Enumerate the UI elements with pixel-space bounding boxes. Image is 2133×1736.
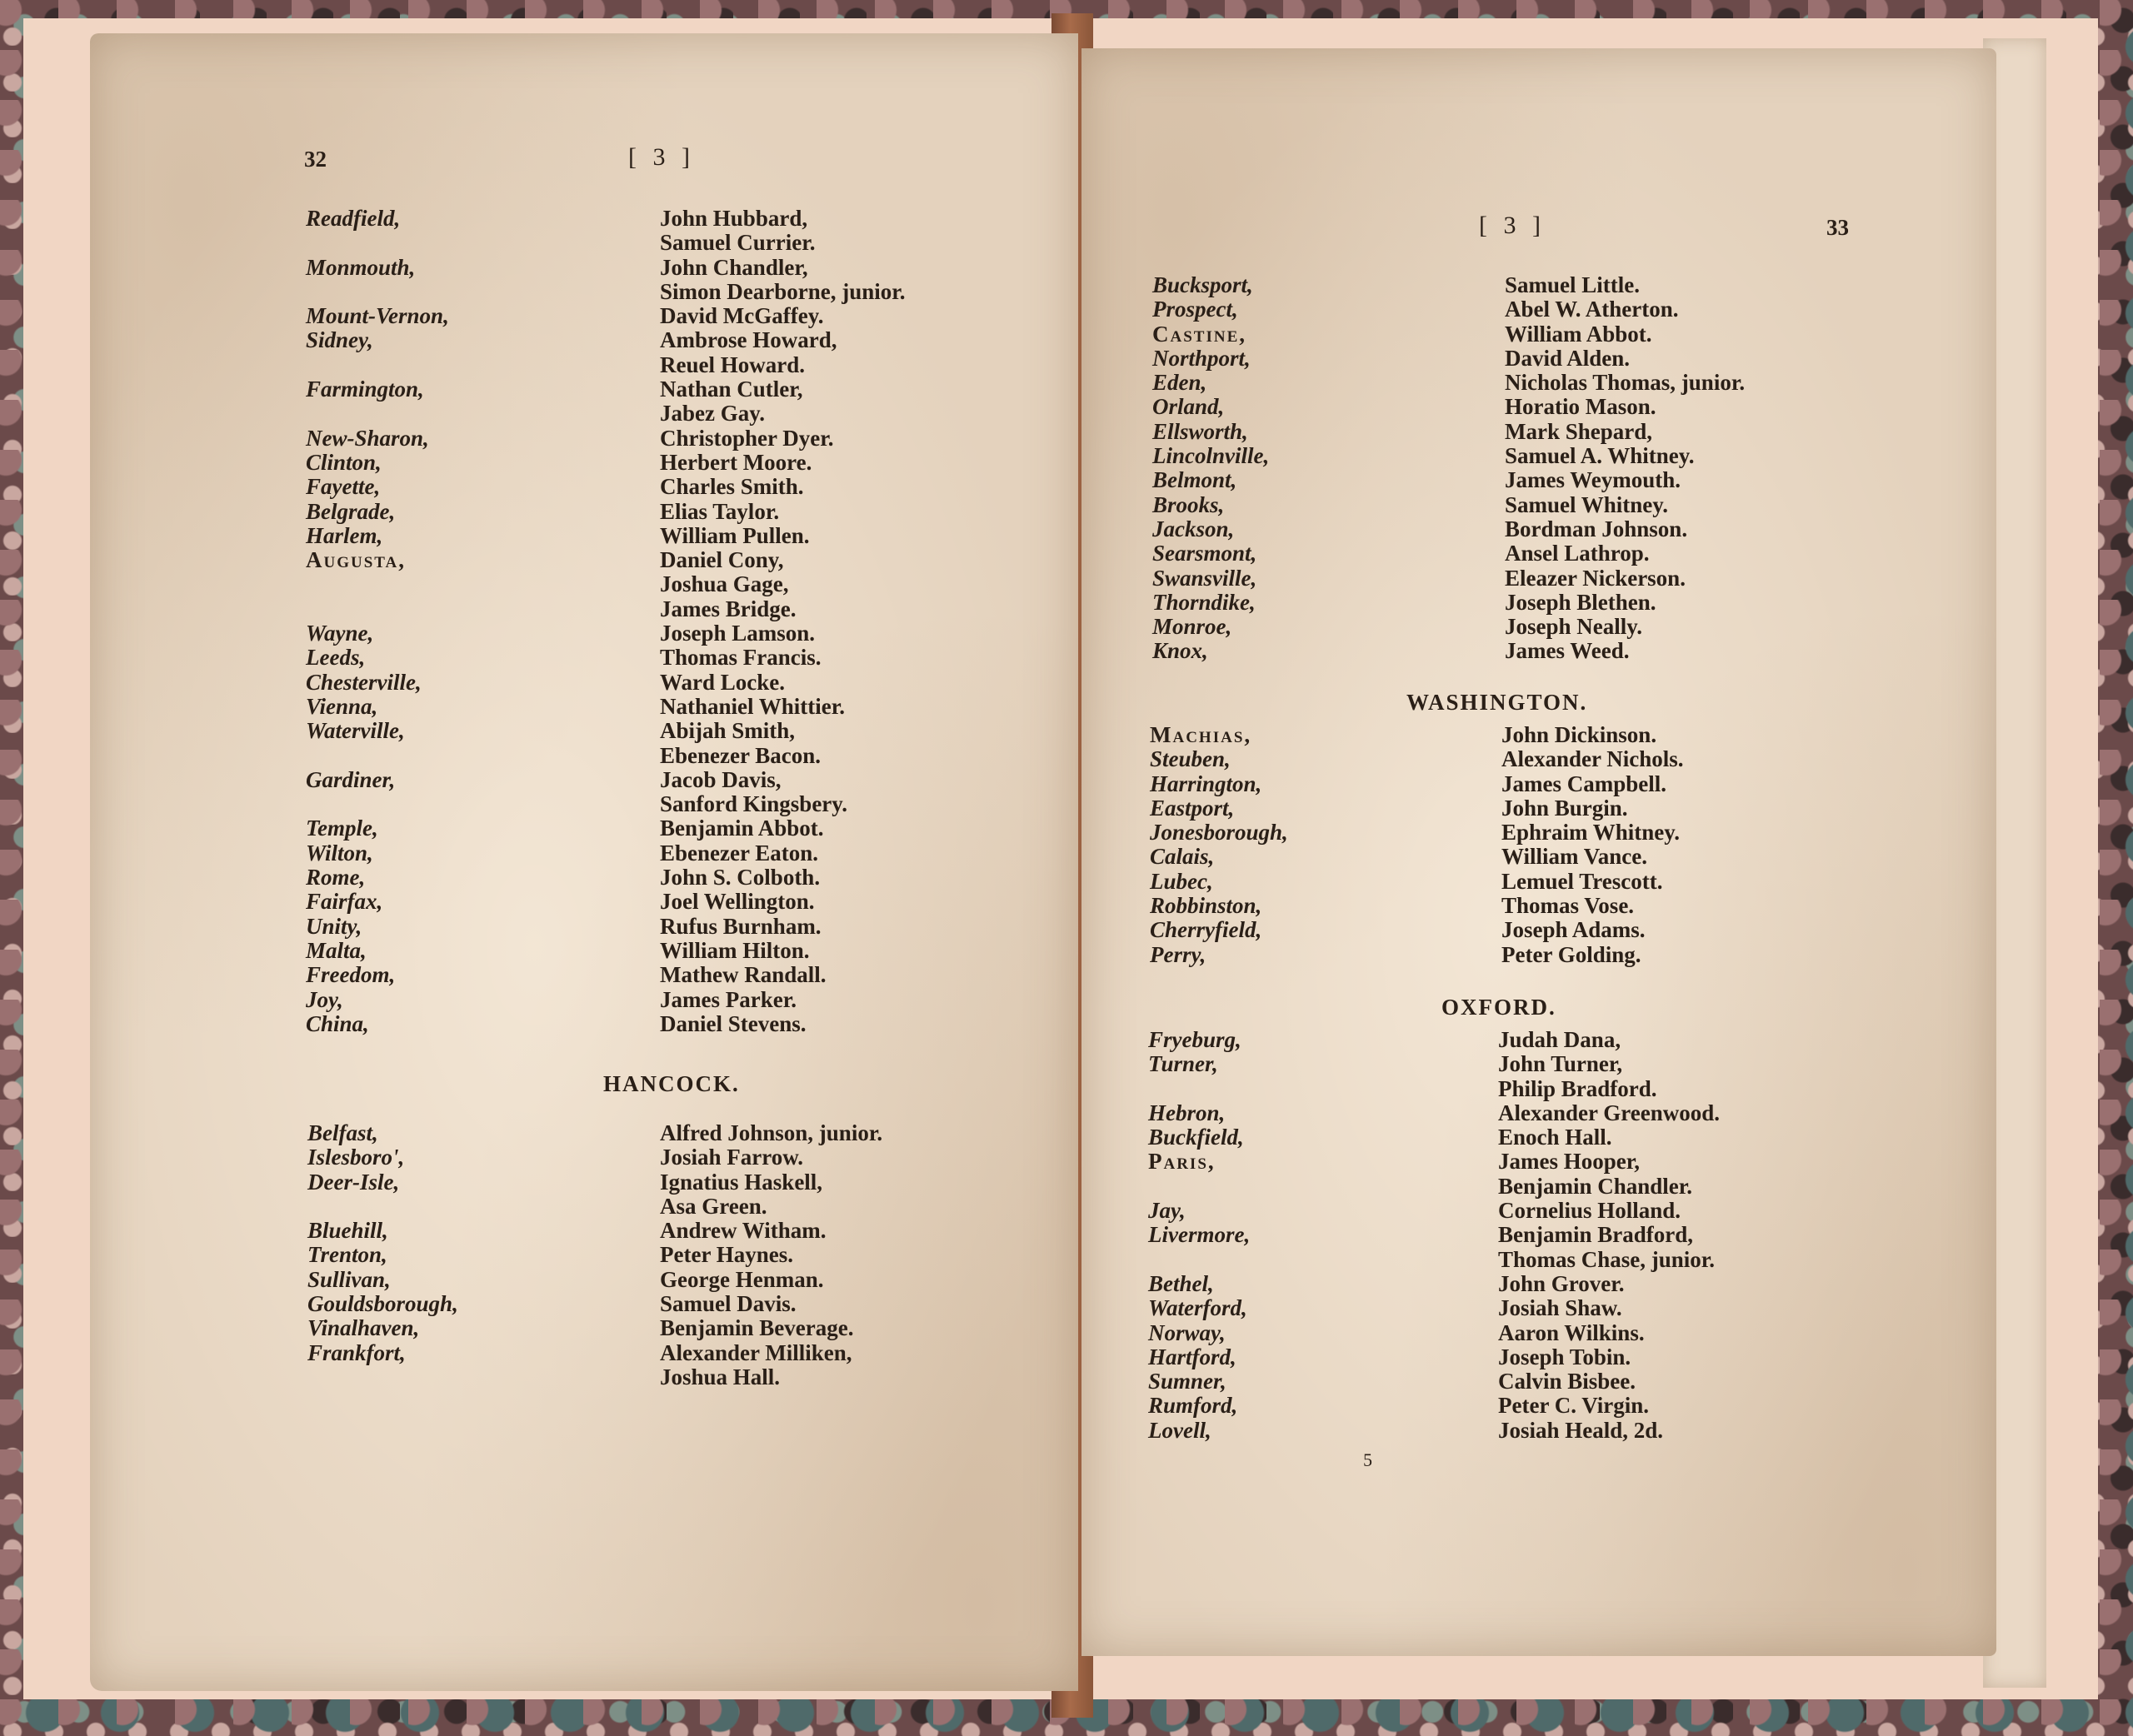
representative-name: James Weymouth. xyxy=(1505,467,1681,493)
representative-name: Nathaniel Whittier. xyxy=(660,693,846,719)
representative-name: John Hubbard, xyxy=(660,206,808,231)
town-name: Waterford, xyxy=(1148,1295,1247,1321)
town-name xyxy=(306,744,449,768)
representative-name: Joseph Tobin. xyxy=(1498,1344,1631,1369)
town-name: Clinton, xyxy=(306,449,382,475)
town-name: Monmouth, xyxy=(306,254,416,280)
town-column xyxy=(307,1121,458,1365)
town-name xyxy=(306,572,449,596)
town-name: Perry, xyxy=(1150,941,1206,967)
representative-name: James Campbell. xyxy=(1501,771,1666,796)
town-name: Malta, xyxy=(306,937,367,963)
town-name: Paris, xyxy=(1148,1149,1216,1175)
town-name: Sullivan, xyxy=(307,1266,391,1292)
representative-column xyxy=(1505,273,1745,664)
representative-name: Benjamin Chandler. xyxy=(1498,1173,1693,1199)
representative-name: Samuel Currier. xyxy=(660,230,816,256)
town-name: Steuben, xyxy=(1150,746,1231,772)
town-name: Thorndike, xyxy=(1152,589,1256,615)
representative-name: William Vance. xyxy=(1501,844,1648,870)
representative-name: Enoch Hall. xyxy=(1498,1125,1612,1150)
town-name: Turner, xyxy=(1148,1051,1218,1077)
signature-mark: 5 xyxy=(1363,1449,1372,1470)
town-name: Ellsworth, xyxy=(1152,418,1248,444)
town-name xyxy=(1148,1175,1250,1199)
town-name: Eden, xyxy=(1152,370,1207,396)
representative-name: Daniel Cony, xyxy=(660,547,784,573)
town-name: Augusta, xyxy=(306,547,407,573)
town-name: Calais, xyxy=(1150,844,1215,870)
town-name: Lincolnville, xyxy=(1152,443,1270,469)
right-page xyxy=(1081,48,1996,1656)
representative-name: Lemuel Trescott. xyxy=(1501,868,1663,894)
representative-name: Herbert Moore. xyxy=(660,449,812,475)
town-name: China, xyxy=(306,1010,369,1036)
town-name: Sumner, xyxy=(1148,1369,1226,1394)
representative-name: Benjamin Beverage. xyxy=(660,1315,854,1341)
representative-column xyxy=(660,207,906,1036)
representative-name: John S. Colboth. xyxy=(660,865,821,890)
representative-column xyxy=(660,1121,882,1389)
town-name: Mount-Vernon, xyxy=(306,303,449,329)
town-name: Livermore, xyxy=(1148,1222,1251,1248)
page-number: 33 xyxy=(1826,215,1849,240)
representative-name: Josiah Shaw. xyxy=(1498,1295,1622,1321)
county-heading-washington: WASHINGTON. xyxy=(1406,690,1588,715)
representative-name: Reuel Howard. xyxy=(660,352,805,377)
town-name xyxy=(306,231,449,255)
town-name: Deer-Isle, xyxy=(307,1169,400,1195)
town-name: Readfield, xyxy=(306,206,401,231)
representative-name: Alexander Nichols. xyxy=(1501,746,1684,772)
town-name: Belmont, xyxy=(1152,467,1237,493)
town-name: Unity, xyxy=(306,913,362,939)
town-name xyxy=(1148,1077,1250,1101)
representative-name: Andrew Witham. xyxy=(660,1218,827,1244)
representative-name: Thomas Vose. xyxy=(1501,893,1635,919)
county-heading-hancock: HANCOCK. xyxy=(603,1071,740,1096)
town-name: Frankfort, xyxy=(307,1339,406,1365)
representative-name: Elias Taylor. xyxy=(660,498,780,524)
town-name: Joy, xyxy=(306,986,343,1012)
representative-name: Daniel Stevens. xyxy=(660,1010,807,1036)
running-header: [ 3 ] xyxy=(1479,212,1546,239)
representative-name: Abijah Smith, xyxy=(660,718,796,744)
town-name: Searsmont, xyxy=(1152,541,1257,566)
representative-name: Charles Smith. xyxy=(660,474,804,500)
representative-name: Philip Bradford. xyxy=(1498,1075,1657,1101)
representative-name: Jabez Gay. xyxy=(660,401,765,427)
town-name: Swansville, xyxy=(1152,565,1257,591)
representative-name: Ebenezer Bacon. xyxy=(660,742,821,768)
representative-name: Ansel Lathrop. xyxy=(1505,541,1650,566)
town-name: Farmington, xyxy=(306,377,424,402)
town-name: Cherryfield, xyxy=(1150,917,1262,943)
representative-name: Samuel Whitney. xyxy=(1505,491,1669,517)
town-name: Jay, xyxy=(1148,1198,1186,1224)
town-name: Jackson, xyxy=(1152,516,1235,541)
town-name: Bucksport, xyxy=(1152,272,1253,297)
town-name: Rome, xyxy=(306,865,366,890)
town-name: Brooks, xyxy=(1152,491,1225,517)
representative-name: John Dickinson. xyxy=(1501,722,1657,747)
town-name: Temple, xyxy=(306,816,378,841)
town-name: Lovell, xyxy=(1148,1417,1211,1443)
town-name xyxy=(306,597,449,621)
page-number: 32 xyxy=(304,147,327,172)
town-name xyxy=(307,1195,458,1219)
representative-name: Cornelius Holland. xyxy=(1498,1198,1681,1224)
representative-name: Mark Shepard, xyxy=(1505,418,1653,444)
town-name: New-Sharon, xyxy=(306,425,429,451)
representative-name: Jacob Davis, xyxy=(660,766,782,792)
running-header: [ 3 ] xyxy=(628,143,695,171)
representative-name: John Grover. xyxy=(1498,1270,1625,1296)
town-name xyxy=(306,280,449,304)
left-page xyxy=(90,33,1078,1691)
representative-name: Simon Dearborne, junior. xyxy=(660,278,906,304)
town-column xyxy=(1152,273,1269,664)
town-name: Leeds, xyxy=(306,645,366,671)
town-name: Fayette, xyxy=(306,474,381,500)
representative-name: Ebenezer Eaton. xyxy=(660,840,818,866)
representative-name: William Abbot. xyxy=(1505,321,1652,347)
representative-name: Nathan Cutler, xyxy=(660,377,803,402)
representative-name: Asa Green. xyxy=(660,1193,767,1219)
representative-name: Judah Dana, xyxy=(1498,1027,1621,1052)
town-name: Wayne, xyxy=(306,621,374,646)
representative-column xyxy=(1498,1028,1720,1443)
town-name: Waterville, xyxy=(306,718,405,744)
representative-name: Joshua Gage, xyxy=(660,571,789,597)
town-name: Harrington, xyxy=(1150,771,1262,796)
town-name: Buckfield, xyxy=(1148,1125,1244,1150)
representative-name: David McGaffey. xyxy=(660,303,824,329)
town-name: Fairfax, xyxy=(306,889,383,915)
representative-name: Benjamin Abbot. xyxy=(660,816,824,841)
town-name: Monroe, xyxy=(1152,614,1232,640)
representative-column xyxy=(1501,723,1684,967)
representative-name: Christopher Dyer. xyxy=(660,425,834,451)
town-name: Lubec, xyxy=(1150,868,1213,894)
town-name: Castine, xyxy=(1152,321,1246,347)
representative-name: William Pullen. xyxy=(660,522,810,548)
town-name: Gardiner, xyxy=(306,766,396,792)
representative-name: Samuel Little. xyxy=(1505,272,1640,297)
town-name xyxy=(306,792,449,816)
representative-name: Nicholas Thomas, junior. xyxy=(1505,370,1746,396)
town-name: Prospect, xyxy=(1152,297,1238,322)
representative-name: George Henman. xyxy=(660,1266,824,1292)
town-name: Gouldsborough, xyxy=(307,1291,458,1317)
representative-name: Mathew Randall. xyxy=(660,962,827,988)
town-name: Hartford, xyxy=(1148,1344,1236,1369)
representative-name: Samuel A. Whitney. xyxy=(1505,443,1695,469)
representative-name: Alexander Greenwood. xyxy=(1498,1100,1720,1125)
representative-name: Rufus Burnham. xyxy=(660,913,822,939)
representative-name: John Chandler, xyxy=(660,254,808,280)
town-name: Harlem, xyxy=(306,522,383,548)
representative-name: Bordman Johnson. xyxy=(1505,516,1688,541)
representative-name: Joel Wellington. xyxy=(660,889,815,915)
town-name: Belfast, xyxy=(307,1120,378,1145)
representative-name: Ephraim Whitney. xyxy=(1501,820,1681,846)
representative-name: Ambrose Howard, xyxy=(660,327,837,353)
town-name: Eastport, xyxy=(1150,795,1235,821)
representative-name: James Parker. xyxy=(660,986,797,1012)
representative-name: Aaron Wilkins. xyxy=(1498,1319,1645,1345)
town-name xyxy=(1148,1248,1250,1272)
town-name: Northport, xyxy=(1152,345,1251,371)
representative-name: James Weed. xyxy=(1505,638,1630,664)
representative-name: Eleazer Nickerson. xyxy=(1505,565,1686,591)
representative-name: Peter Haynes. xyxy=(660,1242,793,1268)
representative-name: Thomas Francis. xyxy=(660,645,822,671)
representative-name: Ignatius Haskell, xyxy=(660,1169,823,1195)
town-name: Vienna, xyxy=(306,693,378,719)
town-name xyxy=(306,402,449,426)
representative-name: David Alden. xyxy=(1505,345,1631,371)
town-name: Chesterville, xyxy=(306,669,422,695)
representative-name: Joseph Lamson. xyxy=(660,621,816,646)
town-name: Rumford, xyxy=(1148,1393,1238,1419)
town-name: Trenton, xyxy=(307,1242,387,1268)
town-name: Wilton, xyxy=(306,840,373,866)
representative-name: Alfred Johnson, junior. xyxy=(660,1120,883,1145)
representative-name: Samuel Davis. xyxy=(660,1291,797,1317)
town-name: Jonesborough, xyxy=(1150,820,1288,846)
representative-name: Horatio Mason. xyxy=(1505,394,1656,420)
representative-name: Josiah Farrow. xyxy=(660,1145,804,1170)
representative-name: James Hooper, xyxy=(1498,1149,1640,1175)
town-name xyxy=(306,353,449,377)
representative-name: Benjamin Bradford, xyxy=(1498,1222,1694,1248)
town-column xyxy=(1148,1028,1250,1443)
representative-name: Joshua Hall. xyxy=(660,1364,781,1389)
representative-name: John Turner, xyxy=(1498,1051,1623,1077)
representative-name: Abel W. Atherton. xyxy=(1505,297,1679,322)
town-column xyxy=(306,207,449,1036)
representative-name: Ward Locke. xyxy=(660,669,786,695)
town-column xyxy=(1150,723,1288,967)
town-name: Machias, xyxy=(1150,722,1252,747)
representative-name: Sanford Kingsbery. xyxy=(660,791,848,817)
town-name: Robbinston, xyxy=(1150,893,1262,919)
representative-name: Calvin Bisbee. xyxy=(1498,1369,1636,1394)
town-name: Knox, xyxy=(1152,638,1208,664)
town-name: Sidney, xyxy=(306,327,373,353)
representative-name: Thomas Chase, junior. xyxy=(1498,1246,1716,1272)
town-name: Hebron, xyxy=(1148,1100,1226,1125)
town-name: Fryeburg, xyxy=(1148,1027,1241,1052)
representative-name: John Burgin. xyxy=(1501,795,1628,821)
town-name: Islesboro', xyxy=(307,1145,405,1170)
town-name: Freedom, xyxy=(306,962,396,988)
town-name: Belgrade, xyxy=(306,498,396,524)
town-name: Vinalhaven, xyxy=(307,1315,420,1341)
representative-name: Peter Golding. xyxy=(1501,941,1641,967)
representative-name: William Hilton. xyxy=(660,937,810,963)
representative-name: Joseph Neally. xyxy=(1505,614,1643,640)
town-name: Norway, xyxy=(1148,1319,1226,1345)
representative-name: James Bridge. xyxy=(660,596,797,621)
representative-name: Alexander Milliken, xyxy=(660,1339,852,1365)
town-name: Bethel, xyxy=(1148,1270,1214,1296)
county-heading-oxford: OXFORD. xyxy=(1441,995,1556,1020)
town-name: Orland, xyxy=(1152,394,1225,420)
representative-name: Peter C. Virgin. xyxy=(1498,1393,1649,1419)
representative-name: Josiah Heald, 2d. xyxy=(1498,1417,1664,1443)
representative-name: Joseph Adams. xyxy=(1501,917,1646,943)
representative-name: Joseph Blethen. xyxy=(1505,589,1656,615)
town-name: Bluehill, xyxy=(307,1218,388,1244)
